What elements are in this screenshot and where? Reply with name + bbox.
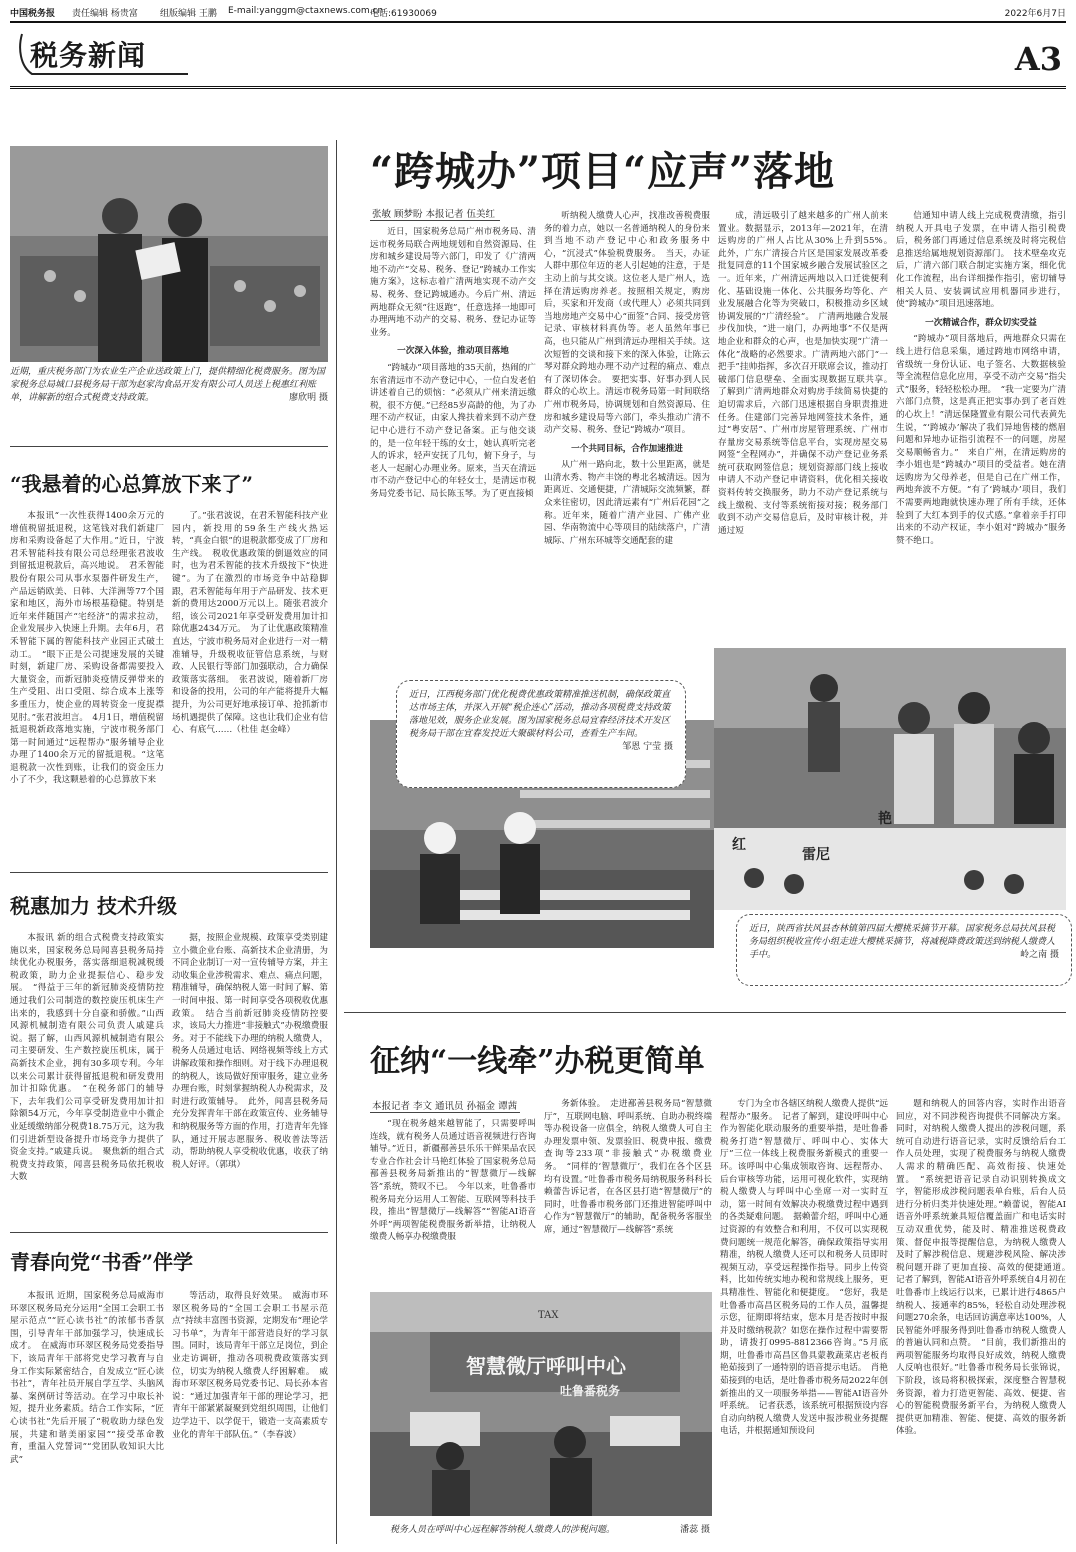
article-4-col-3: 成，清远吸引了越来越多的广州人前来置业。数据显示，2013年—2021年，在清远购房的广州人占比从30%上升到55%。 此外，广东广清接合片区是国家发展改革委批复同意的11个国家城乡融合发展试验区之一。近年来，广州清远两地以入口迁徙便利化、基础设施一体化、公共服务均等化、产业发展融合化等为突破口，积极推动乡区域协调发展的“广清经验”。 广清两地融合发展步伐加快，“进一扇门，办两地事”不仅是两地企业和群众的心声，也是加快实现“广清一体化”战略的必然要求。广清两地六部门“一把手”挂帅指挥，多次召开联席会议，推动打破部门信息壁垒、全面实现数据互联共享。 了解到广清两地群众对购房手续简易快捷的迫切需求后，六部门迅速根据自身职责推进任务。住建部门完善异地网签技术条件，通过“粤安居”、广州市房屋管理系统、广州市存量房交易系统等信息平台，实现房屋交易网签“全程网办”，并确保不动产登记业务系统可获取网签信息；规划资源部门线上接收申请人不动产登记申请资料，优化相关接收资料传转交换服务，助力不动产登记系统与线上缴税、支付等系统衔接对接；税务部门收到不动产交易信息后，及时审核计税，并通过短 [718,211,897,536]
byline-rule [370,220,500,221]
divider [10,872,328,873]
page-number: A3 [1014,40,1062,78]
article-3-title: 青春向党“书香”伴学 [10,1250,194,1274]
column-separator [336,140,337,1544]
divider [344,1012,1066,1013]
article-3-col-2: 等活动，取得良好效果。 威海市环翠区税务局的“全国工会职工书屋示范点”持续丰富图书资源，定期发布“理论学习书单”，为青年干部营造良好的学习氛围。同时，该局青年干部立足岗位，到企业走访调研，推动各项税费政策落实到位，切实为纳税人缴费人纾困解难。 威海市环翠区税务局党委书记、局长孙本省说：“通过加强青年干部的理论学习，把青年干部紧紧凝聚到党组织周围，让他们边学边干、以学促干，锻造一支高素质专业化的青年干部队伍。”（李春波） [172,1291,328,1440]
article-4-col-2: 听纳税人缴费人心声，找准改善税费服务的着力点，她以一名普通纳税人的身份来到当地不动产登记中心和政务服务中心，“沉浸式”体验税费服务。 当天，办证人群中那位年迈的老人引起她的注意，于是主动上前与其交谈。这位老人是广州人，选择在清远购房养老。按照相关规定，购房后，买家和开发商（或代理人）必须共同到当地房地产交易中心“面签”合同、接受房管记录、审核材料真伪等。老人虽然年事已高，也只能从广州到清远办理相关手续。这次短暂的交谈和接下来的深入体验，让陈云琴对群众跨地办理不动产过程的痛点、难点有了深切体会。 要把实事、好事办到人民群众的心坎上。清远市税务局第一时间联络广州市税务局，协调规划和自然资源局、住房和城乡建设局等六部门，牵头推动广清不动产交易、税务、登记“跨城办”项目。 一个共同目标，合作加速推进 从广州一路向北，数十公里距离，就是山清水秀、物产丰饶的粤北名城清远。因为距离近、交通便捷，广清城际交流频繁，群众来往密切，因此清远素有“广州后花园”之称。近年来，随着广清产业园、广佛产业园、华南物流中心等项目的陆续落户，广清城际、广州东环城等交通配套的建 [544,211,710,546]
photo-3-sign-2: 雷尼 [802,847,830,863]
article-5-col-4: 题和纳税人的回答内容，实时作出语音回应，对不同涉税咨询提供不同解决方案。同时，对纳税人缴费人提出的涉税问题，系统可自动进行语音记录，实时反馈给后台工作人员处理，实现了税费服务与纳税人缴费人需求的精确匹配、高效衔接、快速处置。 “系统把语音记录自动识别转换成文字，智能形成涉税问题表单台账，后台人员进行分析归类并快速处理。”赖蕾说，智能AI语音外呼系统兼具短信覆盖面广和电话实时互动双重优势，能及时、精准推送税费政策、督促申报等提醒信息，为纳税人缴费人及时了解涉税信息、规避涉税风险、解决涉税问题开辟了更加直接、高效的便捷通道。 记者了解到，智能AI语音外呼系统自4月初在吐鲁番市上线运行以来，已累计进行4865户纳税人、接通率约85%，轻松自动处理涉税问题270余条，电话回访满意率达100%，人民智能外呼服务得到吐鲁番市纳税人缴费人的普遍认同和点赞。 “目前，我们新推出的两项智能服务均取得良好成效，纳税人缴费人反响也很好。”吐鲁番市税务局长张锦说，下阶段，该局将积极探索，深度整合智慧税务资源，着力打造更智能、高效、便捷、省心的智能税费服务新平台，为纳税人缴费人提供更加精准、智能、便捷、高效的服务新体验。 [896,1099,1075,1437]
photo-2-caption: 近日，江西税务部门优化税费优惠政策精准推送机制，确保政策直达市场主体，并深入开展“税企连心”活动，推动各项税费支持政策落地见效，服务企业发展。图为国家税务总局宜春经济技术开发区税务局干部在宜春发投近大聚碳材料公司，查看生产车间。 邹恩 宁莹 摄 [396,680,686,788]
article-4-title: “跨城办”项目“应声”落地 [370,148,836,195]
article-2-col-2: 据，按照企业规模、政策享受类别建立小微企业台账、高新技术企业清册，为不同企业制订一对一宣传辅导方案，并主动收集企业涉税需求、难点、痛点问题，精准辅导，确保纳税人第一时间了解、第一时间申报、第一时间享受各项税收优惠政策。 结合当前新冠肺炎疫情防控要求，该局大力推进“非接触式”办税缴费服务。对于不能线下办理的纳税人缴费人，税务人员通过电话、网络视频等线上方式讲解政策和操作细则。对于线下办理退税的纳税人，该局做好预审服务，建立业务办理台账，时刻掌握纳税人办税需求，及时进行政策辅导。 此外，闻喜县税务局充分发挥青年干部在政策宣传、业务辅导和纳税服务等方面的作用，打造青年先锋队，通过开展志愿服务、税收普法等活动，帮助纳税人享受税收优惠，收获了纳税人好评。（郭琪） [172,933,328,1170]
article-4-col-1: 近日，国家税务总局广州市税务局、清远市税务局联合两地规划和自然资源局、住房和城乡建设局等六部门，印发了《广清两地不动产“交易、税务、登记”跨城办工作实施方案》，这标志着广清两地实现不动产交易、税务、登记跨城通办。今后广州、清远两地群众无须“往返跑”，任意选择一地即可办理两地不动产的交易、税务、登记办证等业务。 一次深入体验，推动项目落地 “跨城办”项目落地的35天前，热闹的广东省清远市不动产登记中心，一位白发老伯讲述着自己的烦恼：“必须从广州来清远缴税，很不方便。”已经85岁高龄的他，为了办理不动产权证，由家人搀扶着来到不动产登记中心进行不动产登记备案。正与他交谈的，是一位年轻干练的女士，她认真听完老人的诉求，轻声安抚了几句，俯下身子，与老人一起耐心办理业务。原来，当天在清远市不动产登记中心的年轻女士，是清远市税务局党委书记、局长陈玉琴。为了更直接倾 [370,227,536,499]
photo-1-credit: 廖欣明 摄 [289,393,328,403]
masthead-rule [10,86,1066,89]
editor: 责任编辑 杨贵富 [72,9,138,19]
photo-2-credit: 邹恩 宁莹 摄 [622,742,673,752]
photo-3-caption: 近日，陕西省扶风县杏林镇第四届大樱桃采摘节开幕。国家税务总局扶风县税务局组织税收宣传小组走进大樱桃采摘节，将减税降费政策送到纳税人缴费人手中。 岭之南 摄 [736,914,1072,986]
photo-4-tax-label: TAX [538,1310,559,1321]
photo-3-sign-3: 艳 [878,811,892,827]
article-4-subhead-2: 一个共同目标，合作加速推进 [571,443,683,454]
photo-cherry-festival [714,648,1066,910]
header-bar [10,6,1066,20]
photo-4-caption: 税务人员在呼叫中心远程解答纳税人缴费人的涉税问题。 潘蕊 摄 [390,1525,710,1535]
article-4-col-4: 信通知申请人线上完成税费清缴，指引纳税人开具电子发票，在申请人指引税费后，税务部门再通过信息系统及时将完税信息推送给属地规划资源部门。 技术壁垒攻克后，广清六部门联合制定实施方案，细化优化工作流程，出台详细操作指引，密切辅导相关人员、安装调试应用机器同步进行，使“跨城办”项目迅速落地。 一次精诚合作，群众切实受益 “跨城办”项目落地后，两地群众只需在线上进行信息采集，通过跨地市网络申请，省级统一身份认证、电子签名、大数据核验等全流程信息化应用，享受不动产交易“指尖式”服务，轻轻松松办理。 “我一定要为广清六部门点赞，这是真正把实事办到了老百姓的心坎上！”清远保隆置业有限公司代表黄先生说，“‘跨城办’解决了我们异地售楼的燃眉问题和异地办证指引流程不一的问题，房屋交易顺畅省力。” 来自广州，在清远购房的李小姐也是“跨城办”项目的受益者。她在清远购房为父母养老，但是自己在广州工作，两地奔波不方便。“有了‘跨城办’项目，我们不需要两地跑就快速办理了所有手续，还体验到了大红本到手的仪式感。”拿着亲手打印出来的不动产权证，李小姐对“跨城办”服务赞不绝口。 [896,211,1066,546]
article-3-col-1: 本报讯 近期，国家税务总局威海市环翠区税务局充分运用“全国工会职工书屋示范点”“匠心读书社”的浓郁书香氛围，引导青年干部加强学习，快速成长成才。 在威海市环翠区税务局党委指导下，该局青年干部将党史学习教育与自身工作实际紧密结合，自发成立“匠心读书社”，青年社员开展自学互学、头脑风暴、案例研讨等活动。在学习中取长补短，提升业务素质。结合工作实际，“匠心读书社”先后开展了“税收助力绿色发展，共建和谐美丽家园”“接受革命教育，重温入党誓词”“党团队收知识大比武” [10,1291,164,1465]
divider [10,1232,328,1233]
article-5-title: 征纳“一线牵”办税更简单 [370,1044,705,1079]
photo-1-caption: 近期，重庆税务部门为农业生产企业送政策上门，提供精细化税费服务。图为国家税务总局城口县税务局干部为赵家沟食品开发有限公司人员送上税惠红利账单，讲解新的组合式税费支持政策。 廖欣明 摄 [10,367,328,403]
email: E-mail:yanggm@ctaxnews.com.cn [228,6,384,16]
phone: 电话:61930069 [370,9,437,19]
photo-4-banner: 智慧微厅呼叫中心 [466,1354,626,1378]
article-2-col-1: 本报讯 新的组合式税费支持政策实施以来，国家税务总局闻喜县税务局持续优化办税服务，落实落细退税减税缓税政策，助力企业提振信心、稳步发展。 “得益于三年的新冠肺炎疫情防控通过我们公司制造的数控旋压机床生产出来的，我感到十分自豪和骄傲。”山西风源机械制造有限公司负责人戚建兵说。据了解，山西风源机械制造有限公司主要研发、生产数控旋压机床，属于高新技术企业，拥有30多项专利。今年以来公司累计获得留抵退税和研发费用加计扣除优惠。 “在税务部门的辅导下，去年我们公司享受研发费用加计扣除额54万元，今年享受制造业中小微企业延缓缴纳部分税费18.75万元，这为我们引进新型设备提升市场竞争力提供了资金支持。”戚建兵说。 聚焦新的组合式税费支持政策，闻喜县税务局依托税收大数 [10,933,164,1183]
article-1-col-2: 了。”张君波说，在君禾智能科技产业园内，新投用的59条生产线火热运转，“真金白银”的退税款都变成了厂房和生产线。 税收优惠政策的倒逼效应的同时，也为君禾智能的技术升级按下“快进键”。为了在激烈的市场竞争中站稳脚跟，君禾智能每年用于产品研发、技术更新的费用达2000万元以上。随张君波介绍，该公司2021年享受研发费用加计扣除优惠2434万元。 为了让优惠政策精准直达，宁波市税务局对企业进行一对一精准辅导，升级税收征管信息系统，与财政、人民银行等部门加强联动，合力确保政策落实落细。 张君波说，随着新厂房和设备的投用，公司的年产能将提升大幅提升，为公司更好地承接订单、抢抓新市场机遇提供了保障。这也让我们企业有信心、有底气……（杜佳 赵金峰） [172,511,328,736]
article-4-subhead-1: 一次深入体验，推动项目落地 [397,346,509,357]
byline-rule [370,1112,520,1113]
photo-3-credit: 岭之南 摄 [1020,950,1059,960]
divider [10,446,328,447]
article-2-title: 税惠加力 技术升级 [10,894,177,918]
header-rule [10,21,1066,23]
photo-1-image [10,146,328,362]
article-5-col-3: 专门为全市各辖区纳税人缴费人提供“远程帮办”服务。 记者了解到，建设呼叫中心作为智能化联动服务的重要举措，是吐鲁番税务打造“智慧微厅、呼叫中心、实体大厅”三位一体线上税费服务新模式的重要一环。该呼叫中心集成领取咨询、远程帮办、后台审核等功能，运用可视化软件，实现纳税人缴费人与呼叫中心坐席一对一实时互动，第一时间有效解决办税缴费过程中遇到的各类疑难问题。 据赖蕾介绍，呼叫中心通过资源的有效整合和利用，不仅可以实现税费问题统一规范化解答，确保政策指导实用精准，纳税人缴费人还可以和税务人员即时视频互动，享受远程操作指导。同步上传资料，比如传统实地办税和常规线上服务，更具精准性、智能化和便捷度。 “您好，我是吐鲁番市高昌区税务局的工作人员，温馨提示您，征期即将结束，您本月是否按时申报并及时缴纳税款？如您在操作过程中需要帮助，请拨打0995-8812366咨询。”5月底期，吐鲁番市高昌区鲁具蒙教蔬菜店老板肖艳茹接到了一通特别的语音提示电话。 肖艳茹接到的电话，是吐鲁番市税务局2022年创新推出的又一项服务举措——智能AI语音外呼系统。 记者获悉，该系统可根据预设内容自动向纳税人缴费人发送申报涉税业务提醒电话，并根据通知预设问 [720,1099,888,1437]
photo-3-sign-1: 红 [732,837,746,853]
photo-4-image [370,1292,712,1516]
photo-3-image [714,648,1066,910]
article-1-col-1: 本报讯“一次性获得1400余万元的增值税留抵退税，这笔钱对我们新建厂房和采购设备起了大作用。”近日，宁波君禾智能科技有限公司总经理张君波收到留抵退税款后，高兴地说。 君禾智能股份有限公司从事水泵器件研发生产，产品远销欧美、日韩、大洋洲等77个国家和地区，海外市场根基稳健。特别是近年来伴随国产“宅经济”的需求拉动，企业发展步入快速上升期。去年6月，君禾智能下属的智能科技产业园正式破土动工。 “眼下正是公司提速发展的关键时刻，新建厂房、采购设备都需要投入大量资金，而新冠肺炎疫情反弹带来的生产受阻、出口受阻、综合成本上涨等多重压力，使企业的周转资金一度捉襟见肘。”张君波坦言。 4月1日，增值税留抵退税新政落地实施，宁波市税务部门第一时间通过“远程帮办”服务辅导企业办理了1400余万元的留抵退税。“这笔退税款一次性到账，让我们的资金压力小了不少，我这颗悬着的心总算放下来 [10,511,164,786]
photo-tax-officer-with-client [10,146,328,362]
photo-4-banner-sub: 吐鲁番税务 [560,1384,621,1398]
layout-editor: 组版编辑 王鹏 [160,9,217,19]
article-4-byline: 张敏 顾梦盼 本报记者 伍美红 [372,209,496,220]
article-5-col-2: 务新体验。 走进鄯善县税务局“智慧微厅”，互联网电脑、呼叫系统、自助办税终端等办税设备一应俱全，纳税人缴费人可自主办理发票申领、发票验旧、税费申报、缴费查询等233项“非接触式”办税缴费业务。 “同样的‘智慧微厅’，我们在各个区县均有设置。”吐鲁番市税务局纳税服务科科长赖蕾告诉记者，在各区县打造“智慧微厅”的同时，吐鲁番市税务部门还推进智能呼叫中心作为“智慧微厅”的辅助，配备税务客服坐席，通过“智慧微厅—线解答”系统 [544,1099,712,1235]
issue-date: 2022年6月7日 [1004,9,1066,19]
section-title: 税务新闻 [30,39,147,72]
article-1-title: “我悬着的心总算放下来了” [10,472,254,496]
photo-4-credit: 潘蕊 摄 [680,1525,710,1535]
article-5-byline: 本报记者 李文 通讯员 孙福金 谭茜 [372,1101,518,1112]
photo-call-center [370,1292,712,1516]
article-4-subhead-3: 一次精诚合作，群众切实受益 [925,317,1037,328]
paper-name: 中国税务报 [10,9,56,19]
article-5-col-1: “现在税务越来越智能了，只需要呼叫连线，就有税务人员通过语音视频进行咨询辅导。”近日，新疆鄯善县乐乐干鲜果品农民专业合作社会计马艳红体验了国家税务总局鄯善县税务局新推出的“智慧微厅—线解答”系统，赞叹不已。 今年以来，吐鲁番市税务局充分运用人工智能、互联网等科技手段，推出“智慧微厅—线解答”“智能AI语音外呼”两项智能税费服务新举措，让纳税人缴费人畅享办税缴费服 [370,1119,536,1243]
section-masthead [18,24,258,82]
